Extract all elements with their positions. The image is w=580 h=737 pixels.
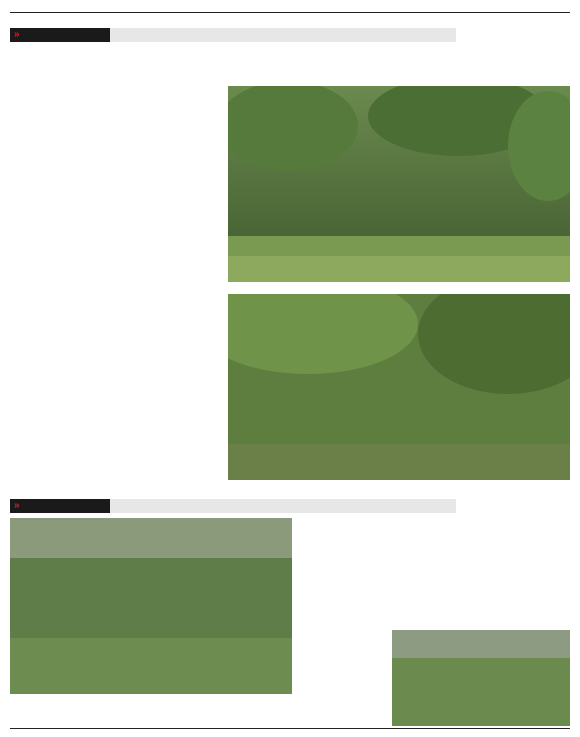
garvagh-group-photo [228,294,570,480]
athletics-section-tag [10,28,110,42]
general-brand [458,499,570,513]
football-action-photo [10,518,292,694]
footer-rule [10,728,570,729]
general-column-2 [391,546,479,626]
athletics-column-1 [10,86,114,482]
garvagh-photo-illustration [228,294,570,480]
football-small-photo [392,630,570,726]
football-small-illustration [392,630,570,726]
athletics-bar-fill [110,28,456,42]
general-column-3 [484,546,570,626]
athletics-column-2 [119,86,223,482]
runners-group-photo [228,86,570,282]
runners-photo-illustration [228,86,570,282]
chevron-icon: » [14,29,20,40]
football-photo-illustration [10,518,292,694]
athletics-brand [458,28,570,42]
general-column-1 [298,546,386,726]
masthead-rule [10,12,570,13]
general-section-tag [10,499,110,513]
general-bar-fill [110,499,456,513]
chevron-icon: » [14,500,20,511]
